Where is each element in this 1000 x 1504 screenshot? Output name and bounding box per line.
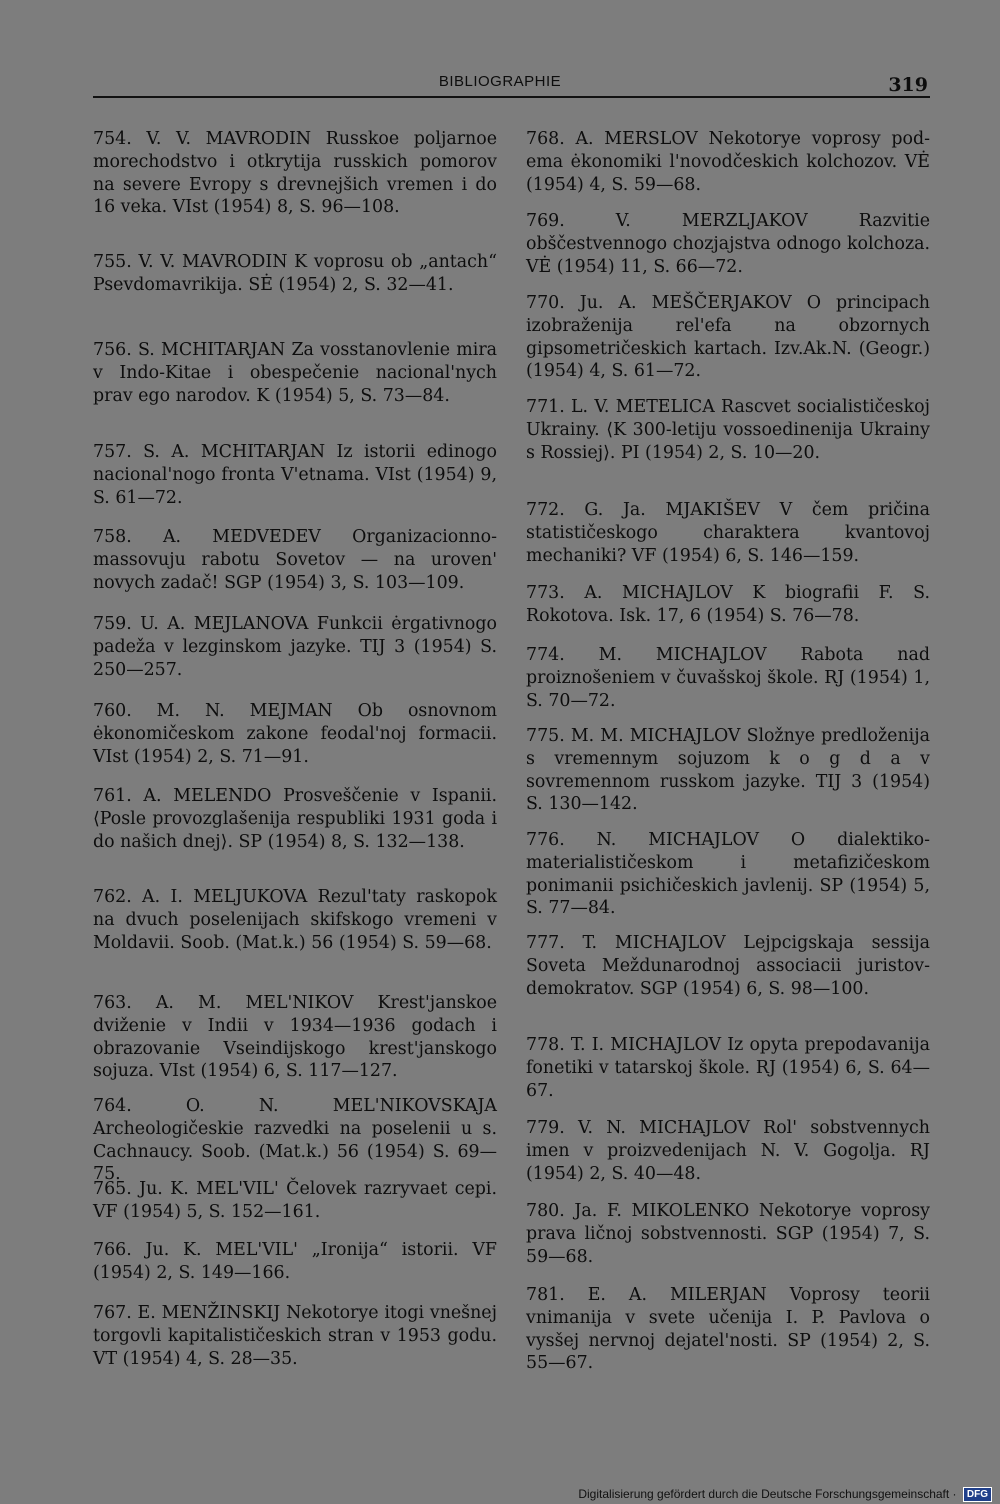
bib-entry-779: 779. V. N. MICHAJLOV Rol' sobstvennych imen v proizvedenijach N. V. Gogolja. RJ (1954) 2, S. 40—48. bbox=[526, 1118, 930, 1184]
bib-entry-773: 773. A. MICHAJLOV K biografii F. S. Rokotova. Isk. 17, 6 (1954) S. 76—78. bbox=[526, 583, 930, 626]
bib-entry-765: 765. Ju. K. MEL'VIL' Čelovek razryvaet cepi. VF (1954) 5, S. 152—161. bbox=[93, 1179, 497, 1222]
bib-entry-778: 778. T. I. MICHAJLOV Iz opyta prepodavanija fonetiki v tatarskoj škole. RJ (1954) 6, S. 64—67. bbox=[526, 1035, 930, 1101]
dfg-logo: DFG bbox=[963, 1487, 992, 1502]
bib-entry-781: 781. E. A. MILERJAN Voprosy teorii vnimanija v svete učenija I. P. Pavlova o vysšej nervnoj dejatel'nosti. SP (1954) 2, S. 55—67. bbox=[526, 1285, 930, 1374]
bib-entry-760: 760. M. N. MEJMAN Ob osnovnom ėkonomičeskom zakone feodal'noj formacii. VIst (1954) 2, S. 71—91. bbox=[93, 701, 497, 767]
bib-entry-762: 762. A. I. MELJUKOVA Rezul'taty raskopok na dvuch poselenijach skifskogo vremeni v Moldavii. Soob. (Mat.k.) 56 (1954) S. 59—68. bbox=[93, 887, 497, 953]
bib-entry-767: 767. E. MENŽINSKIJ Nekotorye itogi vnešnej torgovli kapitalističeskich stran v 1953 godu. VT (1954) 4, S. 28—35. bbox=[93, 1303, 497, 1369]
digitization-credit bbox=[578, 1487, 992, 1502]
bib-entry-754: 754. V. V. MAVRODIN Russkoe poljarnoe morechodstvo i otkrytija russkich pomorov na severe Evropy s drevnejšich vremen i do 16 veka. VIst (1954) 8, S. 96—108. bbox=[93, 129, 497, 218]
bib-entry-757: 757. S. A. MCHITARJAN Iz istorii edinogo nacional'nogo fronta V'etnama. VIst (1954) 9, S. 61—72. bbox=[93, 442, 497, 508]
bib-entry-766: 766. Ju. K. MEL'VIL' „Ironija“ istorii. VF (1954) 2, S. 149—166. bbox=[93, 1240, 497, 1283]
bib-entry-768: 768. A. MERSLOV Nekotorye voprosy pod-ema ėkonomiki l'novodčeskich kolchozov. VĖ (1954) 4, S. 59—68. bbox=[526, 129, 930, 195]
bib-entry-759: 759. U. A. MEJLANOVA Funkcii ėrgativnogo padeža v lezginskom jazyke. TIJ 3 (1954) S. 250—257. bbox=[93, 614, 497, 680]
bib-entry-758: 758. A. MEDVEDEV Organizacionno-massovuju rabotu Sovetov — na uroven' novych zadač! SGP (1954) 3, S. 103—109. bbox=[93, 527, 497, 593]
bib-entry-775: 775. M. M. MICHAJLOV Složnye predloženija s vremennym sojuzom k o g d a v sovremennom russkom jazyke. TIJ 3 (1954) S. 130—142. bbox=[526, 726, 930, 815]
bib-entry-764: 764. O. N. MEL'NIKOVSKAJA Archeologičeskie razvedki na poselenii u s. Cachnaucy. Soob. (Mat.k.) 56 (1954) S. 69—75. bbox=[93, 1096, 497, 1185]
bib-entry-755: 755. V. V. MAVRODIN K voprosu ob „antach“ Psevdomavrikija. SĖ (1954) 2, S. 32—41. bbox=[93, 252, 497, 295]
bib-entry-763: 763. A. M. MEL'NIKOV Krest'janskoe dviženie v Indii v 1934—1936 godach i obrazovanie Vseindijskogo krest'janskogo sojuza. VIst (1954) 6, S. 117—127. bbox=[93, 993, 497, 1082]
bib-entry-770: 770. Ju. A. MEŠČERJAKOV O principach izobraženija rel'efa na obzornych gipsometričeskich kartach. Izv.Ak.N. (Geogr.) (1954) 4, S. 61—72. bbox=[526, 293, 930, 382]
bib-entry-776: 776. N. MICHAJLOV O dialektiko-materialističeskom i metafizičeskom ponimanii psichičeskich javlenij. SP (1954) 5, S. 77—84. bbox=[526, 830, 930, 919]
bib-entry-771: 771. L. V. METELICA Rascvet socialističeskoj Ukrainy. ⟨K 300-letiju vossoedinenija Ukrainy s Rossiej⟩. PI (1954) 2, S. 10—20. bbox=[526, 397, 930, 463]
header-rule bbox=[93, 96, 930, 98]
bib-entry-780: 780. Ja. F. MIKOLENKO Nekotorye voprosy prava ličnoj sobstvennosti. SGP (1954) 7, S. 59—68. bbox=[526, 1201, 930, 1267]
running-head: BIBLIOGRAPHIE bbox=[438, 73, 562, 90]
bib-entry-777: 777. T. MICHAJLOV Lejpcigskaja sessija Soveta Meždunarodnoj associacii juristov-demokratov. SGP (1954) 6, S. 98—100. bbox=[526, 933, 930, 999]
bib-entry-761: 761. A. MELENDO Prosveščenie v Ispanii. ⟨Posle provozglašenija respubliki 1931 goda i do našich dnej⟩. SP (1954) 8, S. 132—138. bbox=[93, 786, 497, 852]
bib-entry-774: 774. M. MICHAJLOV Rabota nad proiznošeniem v čuvašskoj škole. RJ (1954) 1, S. 70—72. bbox=[526, 645, 930, 711]
page-number: 319 bbox=[888, 74, 928, 96]
bib-entry-756: 756. S. MCHITARJAN Za vosstanovlenie mira v Indo-Kitae i obespečenie nacional'nych prav ego narodov. K (1954) 5, S. 73—84. bbox=[93, 340, 497, 406]
bib-entry-769: 769. V. MERZLJAKOV Razvitie obščestvennogo chozjajstva odnogo kolchoza. VĖ (1954) 11, S. 66—72. bbox=[526, 211, 930, 277]
footer-text: Digitalisierung gefördert durch die Deutsche Forschungsgemeinschaft · bbox=[578, 1486, 957, 1501]
bib-entry-772: 772. G. Ja. MJAKIŠEV V čem pričina statističeskogo charaktera kvantovoj mechaniki? VF (1954) 6, S. 146—159. bbox=[526, 500, 930, 566]
